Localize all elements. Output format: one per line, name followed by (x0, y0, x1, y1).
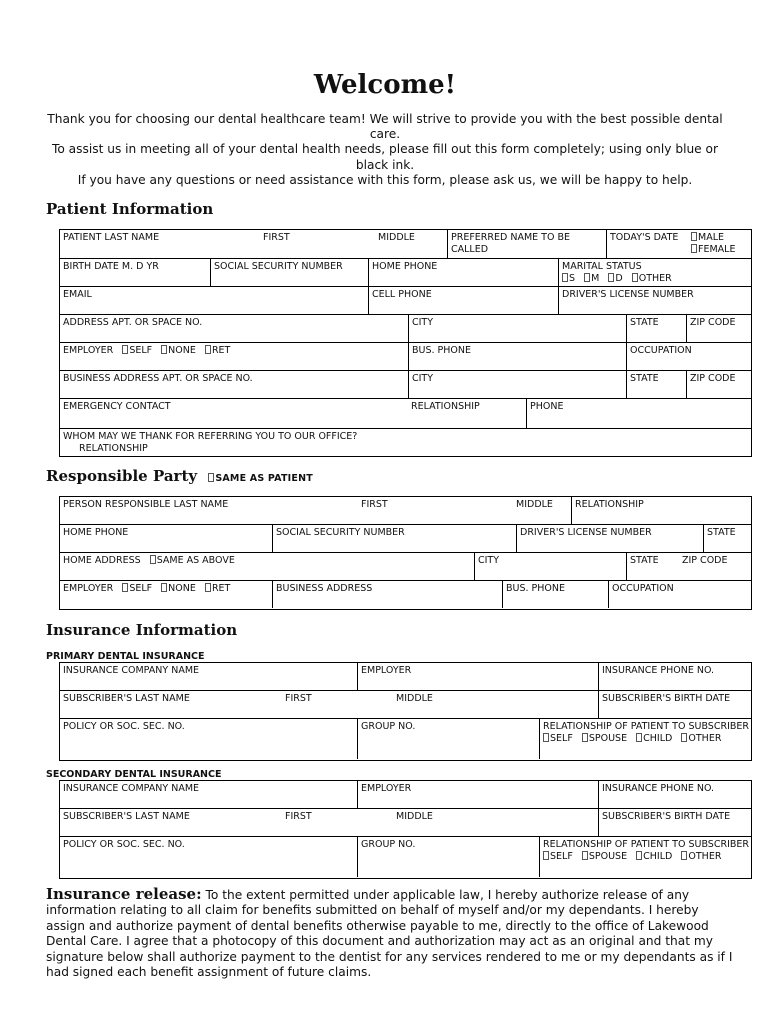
sex-options (688, 230, 753, 258)
marital-status-field (558, 259, 753, 286)
primary-subscriber-middle-field[interactable]: MIDDLE (396, 693, 433, 704)
primary-subscriber-row (60, 691, 751, 719)
secondary-company-row (60, 781, 751, 809)
primary-company-name-field[interactable]: INSURANCE COMPANY NAME (63, 665, 200, 676)
business-address-field[interactable]: BUSINESS ADDRESS APT. OR SPACE NO. (63, 373, 253, 384)
checkbox-icon[interactable] (122, 583, 128, 592)
responsible-name-row (60, 497, 751, 525)
emergency-phone-field[interactable]: PHONE (526, 399, 753, 428)
responsible-heading-text: Responsible Party (46, 467, 198, 485)
responsible-last-name-field[interactable]: PERSON RESPONSIBLE LAST NAME (63, 499, 229, 510)
self-label: SELF (129, 583, 153, 594)
secondary-insurance-label: SECONDARY DENTAL INSURANCE (46, 769, 222, 780)
responsible-home-phone-field[interactable]: HOME PHONE (63, 527, 129, 538)
same-as-patient-label: SAME AS PATIENT (215, 473, 313, 484)
marital-d-label: D (615, 272, 623, 284)
checkbox-icon[interactable] (691, 232, 697, 241)
business-zip-field[interactable]: ZIP CODE (686, 371, 753, 398)
release-text: To the extent permitted under applicable law, I hereby authorize release of any information relating to all claim for benefits submitted on behalf of myself and/or my dependants. I hereby assign and authorize payment of dental benefits otherwise payable to me, directly to the office of Lakewood Dental Care. I agree that a photocopy of this document and authorization may act as an original and that my signature below shall authorize payment to the dentist for any services rendered to me or my dependants as if I had signed each benefit assignment of future claims. (46, 888, 733, 980)
page-title: Welcome! (313, 70, 457, 100)
referral-row (60, 429, 751, 456)
checkbox-icon[interactable] (608, 273, 614, 282)
primary-insurance-label: PRIMARY DENTAL INSURANCE (46, 651, 205, 662)
responsible-business-address-field[interactable]: BUSINESS ADDRESS (272, 581, 502, 608)
intro-text (40, 112, 730, 188)
responsible-address-row (60, 553, 751, 581)
emergency-contact-row (60, 399, 751, 429)
email-field[interactable]: EMAIL (63, 289, 92, 300)
insurance-section-heading: Insurance Information (46, 621, 238, 639)
spouse-label: SPOUSE (588, 732, 628, 744)
primary-policy-row (60, 719, 751, 760)
checkbox-icon[interactable] (205, 583, 211, 592)
referral-question: WHOM MAY WE THANK FOR REFERRING YOU TO OUR OFFICE? (63, 431, 358, 442)
none-label: NONE (168, 345, 196, 356)
patient-home-phone-field[interactable]: HOME PHONE (368, 259, 558, 286)
patient-address-field[interactable]: ADDRESS APT. OR SPACE NO. (63, 317, 203, 328)
primary-policy-field[interactable]: POLICY OR SOC. SEC. NO. (63, 721, 185, 732)
none-label: NONE (168, 583, 196, 594)
male-option[interactable]: MALE (691, 232, 753, 244)
marital-other-label: OTHER (638, 272, 672, 284)
emergency-relationship-field[interactable]: RELATIONSHIP (411, 401, 480, 412)
intro-line: If you have any questions or need assistance with this form, please ask us, we will be happy to help. (77, 172, 693, 187)
same-as-above-label: SAME AS ABOVE (156, 555, 235, 566)
responsible-state-field[interactable]: STATE (626, 553, 679, 580)
business-city-field[interactable]: CITY (408, 371, 626, 398)
patient-last-name-field[interactable]: PATIENT LAST NAME (63, 232, 160, 243)
responsible-ssn-field[interactable]: SOCIAL SECURITY NUMBER (272, 525, 516, 552)
business-state-field[interactable]: STATE (626, 371, 686, 398)
marital-m-label: M (591, 272, 600, 284)
secondary-phone-field[interactable]: INSURANCE PHONE NO. (598, 781, 753, 808)
patient-section-heading: Patient Information (46, 200, 214, 218)
secondary-company-name-field[interactable]: INSURANCE COMPANY NAME (63, 783, 200, 794)
checkbox-icon[interactable] (582, 733, 588, 742)
checkbox-icon[interactable] (681, 851, 687, 860)
employer-label: EMPLOYER (63, 345, 114, 356)
patient-middle-name-field[interactable]: MIDDLE (378, 232, 415, 243)
secondary-insurance-table (59, 780, 752, 879)
patient-bus-phone-field[interactable]: BUS. PHONE (408, 343, 626, 370)
secondary-subscriber-first-field[interactable]: FIRST (285, 811, 312, 822)
checkbox-icon[interactable] (150, 555, 156, 564)
release-lead: Insurance release: (46, 885, 202, 903)
self-label: SELF (129, 345, 153, 356)
responsible-home-address-field[interactable] (60, 553, 474, 580)
responsible-phone-row (60, 525, 751, 553)
employer-label: EMPLOYER (63, 583, 114, 594)
primary-group-field[interactable]: GROUP NO. (357, 719, 539, 759)
responsible-drivers-license-field[interactable]: DRIVER'S LICENSE NUMBER (516, 525, 703, 552)
ret-label: RET (211, 345, 231, 356)
checkbox-icon[interactable] (582, 851, 588, 860)
self-label: SELF (550, 732, 573, 744)
preferred-name-field[interactable]: PREFERRED NAME TO BE CALLED (447, 230, 606, 258)
patient-zip-field[interactable]: ZIP CODE (686, 315, 753, 342)
checkbox-icon[interactable] (161, 345, 167, 354)
female-option[interactable]: FEMALE (691, 244, 753, 256)
secondary-relationship-field (539, 837, 753, 877)
other-label: OTHER (688, 732, 722, 744)
referral-field[interactable] (60, 429, 753, 455)
responsible-bus-phone-field[interactable]: BUS. PHONE (502, 581, 608, 608)
todays-date-field[interactable]: TODAY'S DATE (606, 230, 688, 258)
checkbox-icon[interactable] (584, 273, 590, 282)
ret-label: RET (211, 583, 231, 594)
emergency-contact-field[interactable]: EMERGENCY CONTACT (63, 401, 171, 412)
secondary-policy-row (60, 837, 751, 878)
checkbox-icon[interactable] (632, 273, 638, 282)
responsible-dl-state-field[interactable]: STATE (703, 525, 753, 552)
patient-ssn-field[interactable]: SOCIAL SECURITY NUMBER (210, 259, 368, 286)
responsible-party-table (59, 496, 752, 610)
patient-info-table (59, 229, 752, 457)
checkbox-icon[interactable] (691, 244, 697, 253)
marital-status-label: MARITAL STATUS (562, 261, 642, 272)
home-address-label: HOME ADDRESS (63, 555, 141, 566)
patient-first-name-field[interactable]: FIRST (263, 232, 290, 243)
responsible-employer-row (60, 581, 751, 609)
responsible-zip-field[interactable]: ZIP CODE (682, 555, 728, 566)
child-label: CHILD (643, 850, 673, 862)
patient-employer-row (60, 343, 751, 371)
patient-occupation-field[interactable]: OCCUPATION (626, 343, 753, 370)
primary-relationship-field (539, 719, 753, 759)
patient-contact-row (60, 287, 751, 315)
checkbox-icon[interactable] (543, 733, 549, 742)
checkbox-icon[interactable] (205, 345, 211, 354)
spouse-label: SPOUSE (588, 850, 628, 862)
primary-subscriber-first-field[interactable]: FIRST (285, 693, 312, 704)
patient-business-address-row (60, 371, 751, 399)
checkbox-icon[interactable] (562, 273, 568, 282)
cell-phone-field[interactable]: CELL PHONE (368, 287, 558, 314)
patient-city-field[interactable]: CITY (408, 315, 626, 342)
primary-company-row (60, 663, 751, 691)
secondary-employer-field[interactable]: EMPLOYER (357, 781, 598, 808)
marital-status-options (562, 273, 753, 285)
relationship-options (543, 851, 753, 863)
secondary-subscriber-last-field[interactable]: SUBSCRIBER'S LAST NAME (63, 811, 190, 822)
secondary-policy-field[interactable]: POLICY OR SOC. SEC. NO. (63, 839, 185, 850)
marital-s-label: S (569, 272, 576, 284)
other-label: OTHER (688, 850, 722, 862)
secondary-subscriber-birth-field[interactable]: SUBSCRIBER'S BIRTH DATE (598, 809, 753, 836)
patient-name-row (60, 230, 751, 259)
birth-date-field[interactable]: BIRTH DATE M. D YR (63, 261, 159, 272)
patient-employer-field[interactable] (60, 343, 408, 370)
primary-phone-field[interactable]: INSURANCE PHONE NO. (598, 663, 753, 690)
checkbox-icon[interactable] (122, 345, 128, 354)
relationship-label: RELATIONSHIP OF PATIENT TO SUBSCRIBER (543, 839, 749, 850)
child-label: CHILD (643, 732, 673, 744)
primary-insurance-table (59, 662, 752, 761)
patient-birth-row (60, 259, 751, 287)
checkbox-icon[interactable] (208, 473, 214, 482)
checkbox-icon[interactable] (161, 583, 167, 592)
relationship-label: RELATIONSHIP OF PATIENT TO SUBSCRIBER (543, 721, 749, 732)
checkbox-icon[interactable] (681, 733, 687, 742)
responsible-city-field[interactable]: CITY (474, 553, 626, 580)
checkbox-icon[interactable] (636, 851, 642, 860)
secondary-subscriber-row (60, 809, 751, 837)
responsible-middle-name-field[interactable]: MIDDLE (516, 499, 553, 510)
checkbox-icon[interactable] (636, 733, 642, 742)
responsible-occupation-field[interactable]: OCCUPATION (608, 581, 753, 608)
patient-address-row (60, 315, 751, 343)
patient-state-field[interactable]: STATE (626, 315, 686, 342)
primary-employer-field[interactable]: EMPLOYER (357, 663, 598, 690)
patient-drivers-license-field[interactable]: DRIVER'S LICENSE NUMBER (558, 287, 753, 314)
responsible-employer-field[interactable] (60, 581, 272, 608)
self-label: SELF (550, 850, 573, 862)
responsible-relationship-field[interactable]: RELATIONSHIP (571, 497, 753, 524)
referral-relationship-label: RELATIONSHIP (79, 442, 148, 454)
primary-subscriber-birth-field[interactable]: SUBSCRIBER'S BIRTH DATE (598, 691, 753, 718)
secondary-group-field[interactable]: GROUP NO. (357, 837, 539, 877)
responsible-section-heading (46, 467, 313, 485)
responsible-first-name-field[interactable]: FIRST (361, 499, 388, 510)
primary-subscriber-last-field[interactable]: SUBSCRIBER'S LAST NAME (63, 693, 190, 704)
relationship-options (543, 733, 753, 745)
intro-line: Thank you for choosing our dental healthcare team! We will strive to provide you with the best possible dental care. (47, 112, 723, 142)
checkbox-icon[interactable] (543, 851, 549, 860)
insurance-release-paragraph (46, 887, 736, 980)
secondary-subscriber-middle-field[interactable]: MIDDLE (396, 811, 433, 822)
intro-line: To assist us in meeting all of your dental health needs, please fill out this form completely; using only blue or black ink. (51, 142, 719, 172)
